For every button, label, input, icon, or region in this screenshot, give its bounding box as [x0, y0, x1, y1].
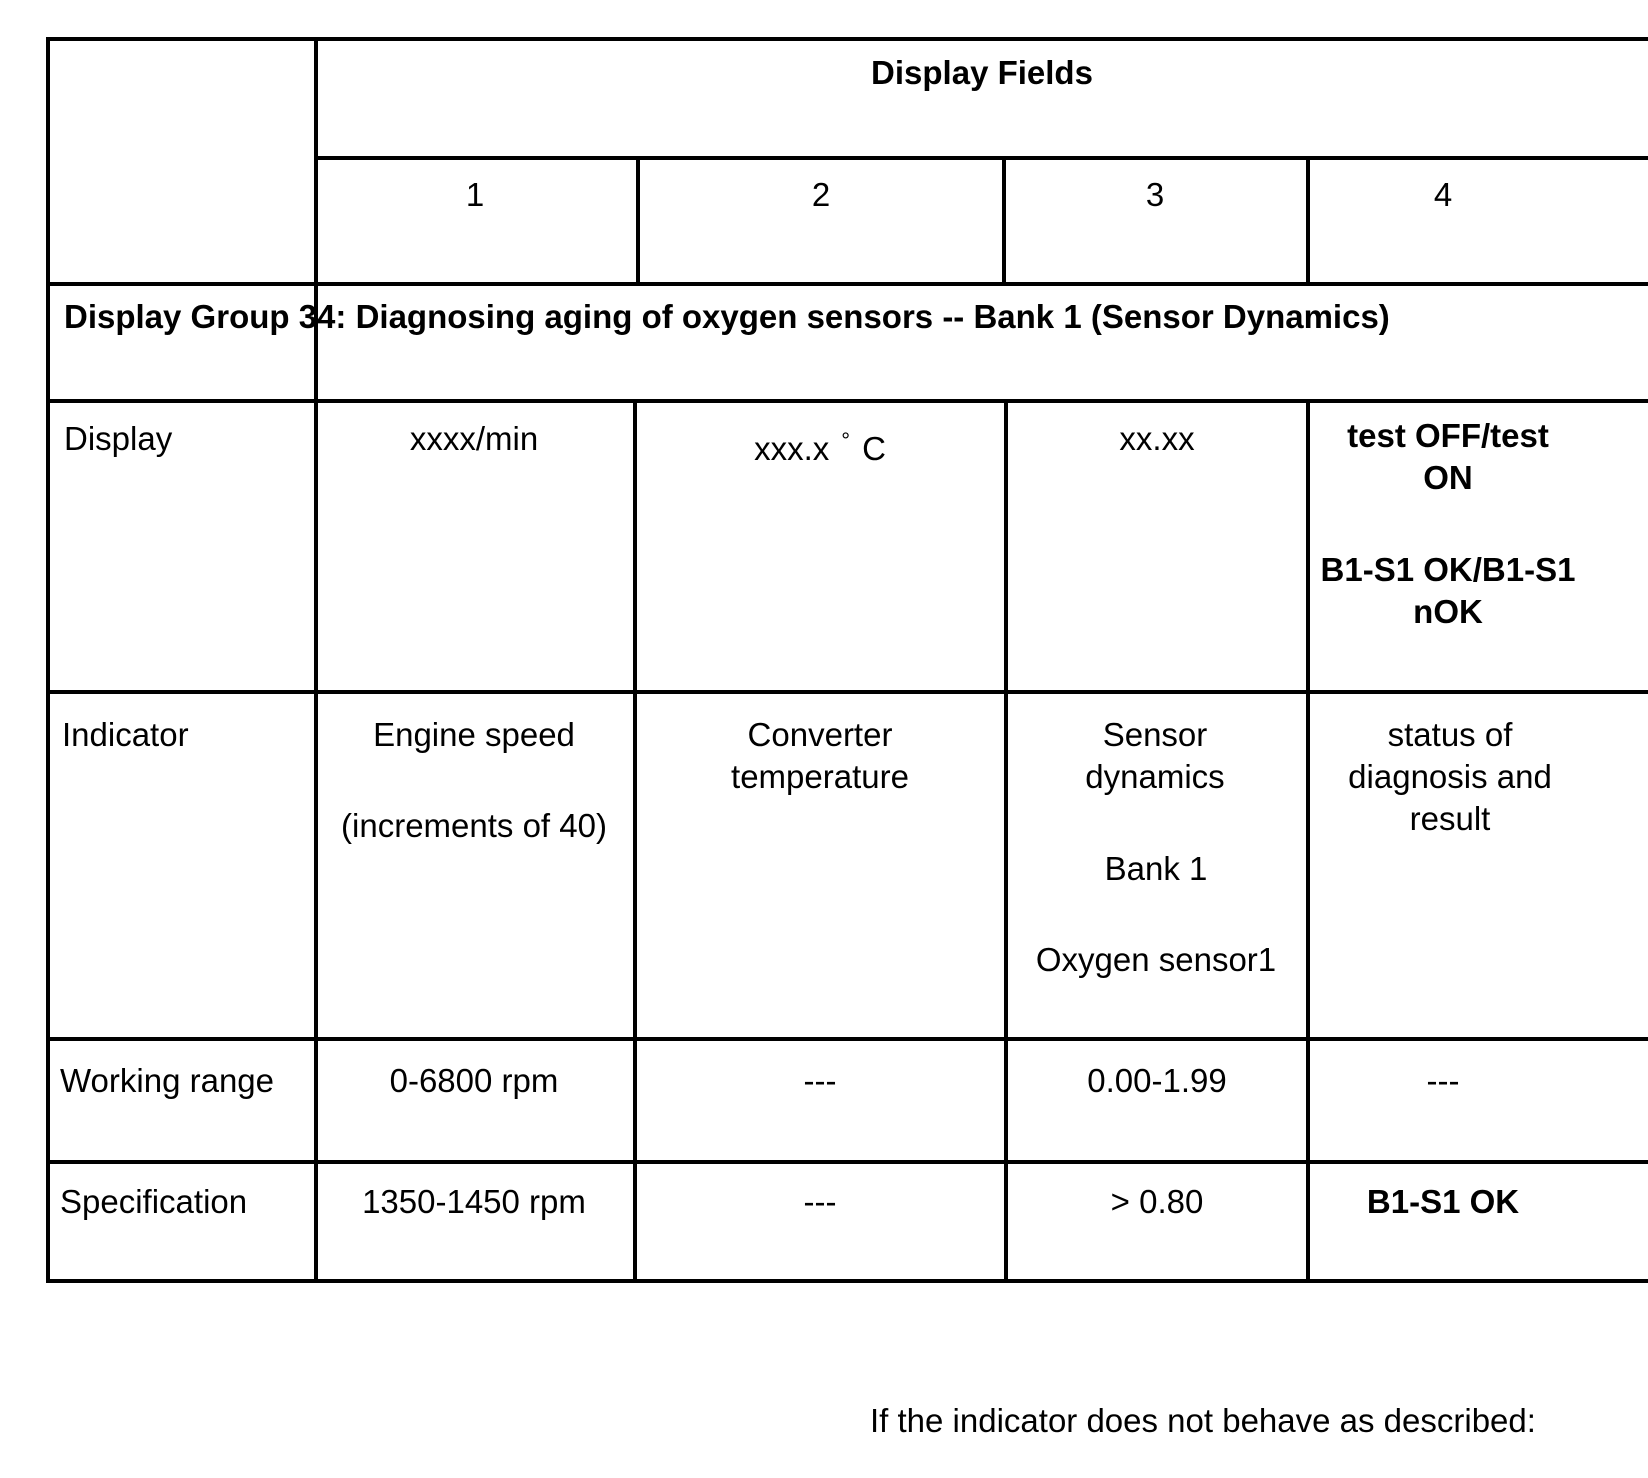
- table-hline-fields: [314, 156, 1648, 160]
- table-hline-display-bottom: [46, 690, 1648, 694]
- row-label-working-range: Working range: [60, 1062, 275, 1099]
- display-value-field-2-number: xxx.x: [754, 430, 830, 467]
- display-group-title: Display Group 34: Diagnosing aging of oxygen sensors -- Bank 1 (Sensor Dynamics): [64, 298, 1390, 335]
- table-vline-col4: [1306, 401, 1310, 1283]
- working-range-field-2: ---: [803, 1062, 837, 1099]
- display-value-field-1: xxxx/min: [409, 420, 539, 457]
- specification-field-4: B1-S1 OK: [1366, 1183, 1520, 1220]
- display-value-field-4-status: test OFF/test ON: [1347, 417, 1549, 496]
- display-value-field-2-unit: C: [862, 430, 886, 467]
- display-fields-heading: Display Fields: [871, 54, 1093, 91]
- working-range-field-4: ---: [1426, 1062, 1460, 1099]
- table-hline-indicator-bottom: [46, 1037, 1648, 1041]
- table-vline-col2: [633, 401, 637, 1283]
- indicator-field-3-sensor: Oxygen sensor1: [1035, 941, 1277, 978]
- row-label-indicator: Indicator: [62, 716, 189, 753]
- table-hline-group-bottom: [46, 399, 1648, 403]
- table-hline-header-bottom: [46, 282, 1648, 286]
- row-label-specification: Specification: [60, 1183, 248, 1220]
- footer-instruction: If the indicator does not behave as described:: [870, 1402, 1536, 1439]
- indicator-field-4: status of diagnosis and result: [1348, 716, 1552, 837]
- field-number-3: 3: [1145, 176, 1165, 213]
- display-value-field-3: xx.xx: [1119, 420, 1195, 457]
- specification-field-1: 1350-1450 rpm: [362, 1183, 586, 1220]
- display-value-field-2: [636, 428, 1004, 474]
- table-hline-range-bottom: [46, 1160, 1648, 1164]
- indicator-field-2: Converter temperature: [731, 716, 909, 795]
- table-vline-col3: [1004, 401, 1008, 1283]
- indicator-field-3-bank: Bank 1: [1104, 850, 1208, 887]
- degree-symbol: °: [841, 428, 851, 453]
- field-number-4: 4: [1433, 176, 1453, 213]
- field-number-1: 1: [465, 176, 485, 213]
- display-value-field-4-result: B1-S1 OK/B1-S1 nOK: [1320, 551, 1576, 630]
- indicator-field-1-name: Engine speed: [373, 716, 575, 753]
- specification-field-2: ---: [803, 1183, 837, 1220]
- indicator-field-3-name: Sensor dynamics: [1085, 716, 1225, 795]
- row-label-display: Display: [64, 420, 173, 457]
- indicator-field-1-note: (increments of 40): [341, 807, 607, 844]
- field-number-2: 2: [811, 176, 831, 213]
- working-range-field-1: 0-6800 rpm: [389, 1062, 559, 1099]
- specification-field-3: > 0.80: [1110, 1183, 1204, 1220]
- working-range-field-3: 0.00-1.99: [1087, 1062, 1227, 1099]
